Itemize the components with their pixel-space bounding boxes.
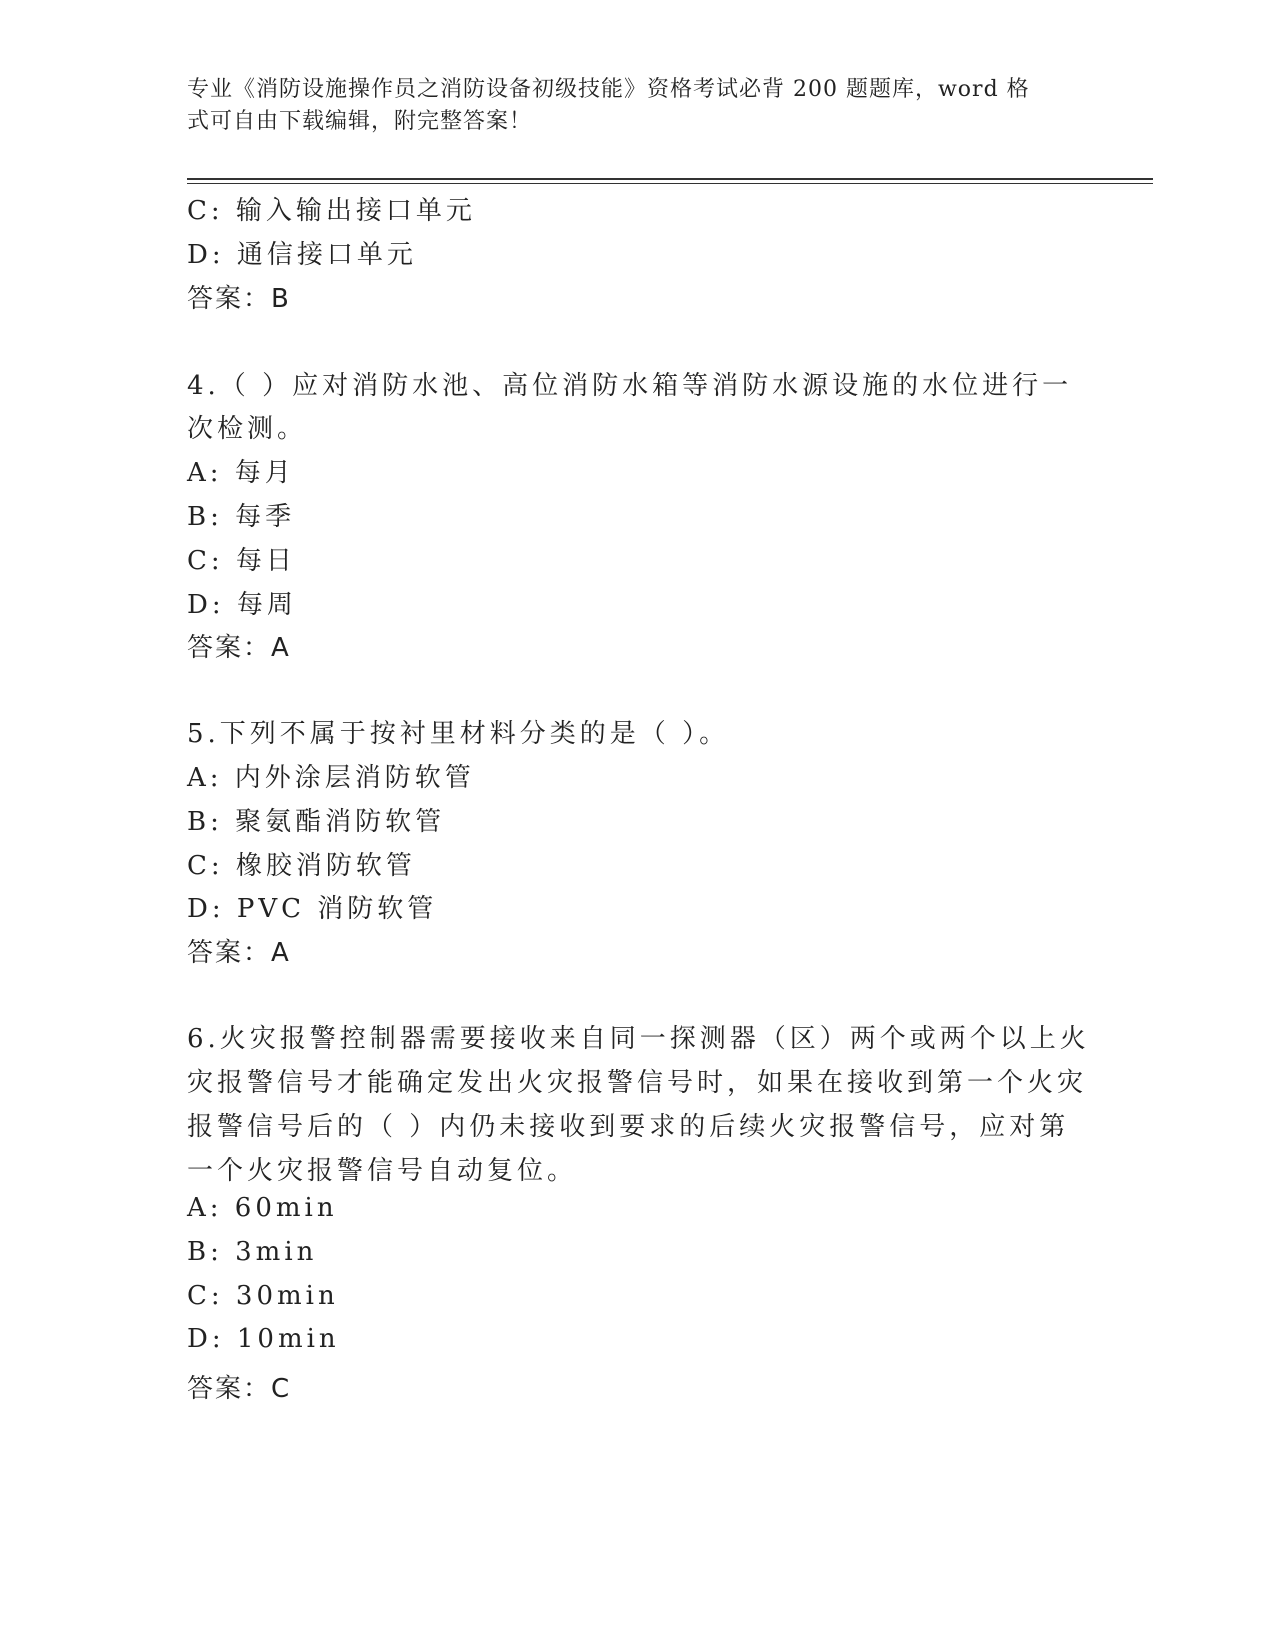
q6-option-d: D: 10min bbox=[187, 1324, 340, 1354]
q6-option-c: C: 30min bbox=[187, 1281, 339, 1311]
document-header bbox=[187, 74, 1067, 138]
header-rule-thick bbox=[187, 178, 1153, 180]
q5-option-d: D: PVC 消防软管 bbox=[187, 894, 438, 924]
q6-option-b: B: 3min bbox=[187, 1237, 318, 1267]
header-line-2: 式可自由下载编辑，附完整答案！ bbox=[187, 109, 533, 134]
q5-stem-line-1: 5.下列不属于按衬里材料分类的是（ ）。 bbox=[187, 719, 730, 749]
q4-option-b: B: 每季 bbox=[187, 502, 296, 532]
header-line-1: 专业《消防设施操作员之消防设备初级技能》资格考试必背 200 题题库，word 格 bbox=[187, 77, 1030, 102]
q3-answer: 答案：B bbox=[187, 284, 291, 314]
header-rule-thin bbox=[187, 183, 1153, 184]
q5-option-a: A: 内外涂层消防软管 bbox=[187, 763, 475, 793]
q5-answer: 答案：A bbox=[187, 938, 291, 968]
q6-stem-line-4: 一个火灾报警信号自动复位。 bbox=[187, 1156, 578, 1186]
q4-stem-line-2: 次检测。 bbox=[187, 414, 308, 444]
q6-stem-line-1: 6.火灾报警控制器需要接收来自同一探测器（区）两个或两个以上火 bbox=[187, 1024, 1090, 1054]
q4-stem-line-1: 4.（ ）应对消防水池、高位消防水箱等消防水源设施的水位进行一 bbox=[187, 371, 1073, 401]
q6-option-a: A: 60min bbox=[187, 1193, 338, 1223]
q4-option-c: C: 每日 bbox=[187, 546, 296, 576]
q4-option-d: D: 每周 bbox=[187, 590, 297, 620]
q3-option-c: C: 输入输出接口单元 bbox=[187, 196, 476, 226]
q6-stem-line-3: 报警信号后的（ ）内仍未接收到要求的后续火灾报警信号，应对第 bbox=[187, 1112, 1070, 1142]
q6-stem-line-2: 灾报警信号才能确定发出火灾报警信号时，如果在接收到第一个火灾 bbox=[187, 1068, 1088, 1098]
q5-option-b: B: 聚氨酯消防软管 bbox=[187, 807, 446, 837]
q4-option-a: A: 每月 bbox=[187, 458, 295, 488]
q3-option-d: D: 通信接口单元 bbox=[187, 240, 417, 270]
q4-answer: 答案：A bbox=[187, 633, 291, 663]
q6-answer: 答案：C bbox=[187, 1374, 292, 1404]
q5-option-c: C: 橡胶消防软管 bbox=[187, 851, 416, 881]
